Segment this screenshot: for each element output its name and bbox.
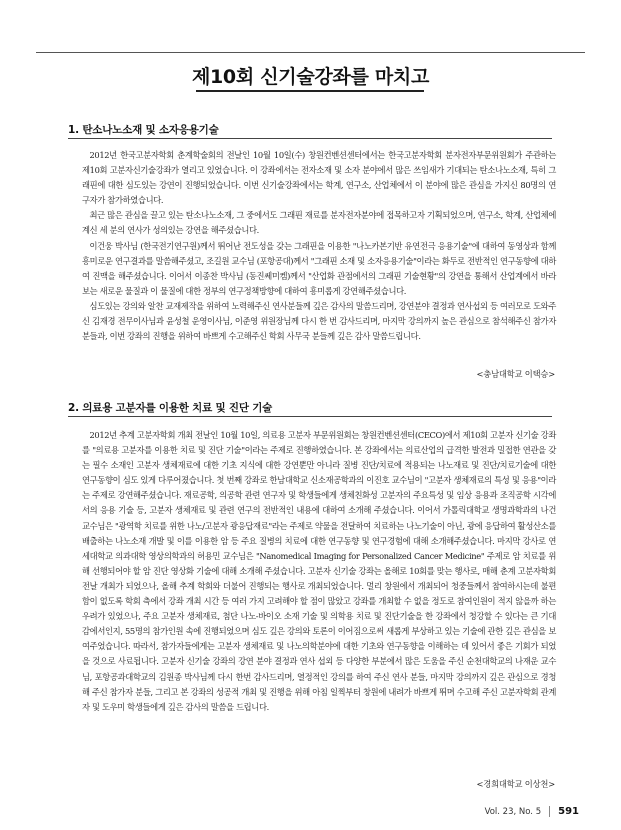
section-1-paragraph: 이건웅 박사님 (한국전기연구원)께서 뛰어난 전도성을 갖는 그래핀을 이용한 "나노카본기반 유연전극 응용기술"에 대하여 동영상과 함께 흥미로운 연구결과를 말씀해주셨고, 조길원 교수님 (포항공대)께서 "그래핀 소재 및 소자응용기술"이라는 화두로 전반적인 연구동향에 대하여 진맥을 해주셨습니다. 이어서 이종찬 박사님 (동진쎄미켐)께서 "산업화 관점에서의 그래핀 기술현황"의 강연을 통해서 산업계에서 바라보는 새로운 물질과 이 물질에 대한 정부의 연구정책방향에 대하여 흥미롭게 강연해주셨습니다. [82,240,556,296]
page-footer [485,806,579,817]
section-2-signature: <경희대학교 이상천> [476,779,555,789]
section-2-paragraph: 2012년 추계 고분자학회 개최 전날인 10월 10일, 의료용 고분자 부문위원회는 창원컨벤션센터(CECO)에서 제10회 고분자 신기술 강좌를 "의료용 고분자를 이용한 치료 및 진단 기술"이라는 주제로 진행하였습니다. 본 강좌에서는 의료산업의 급격한 발전과 밀접한 연관을 갖는 필수 소재인 고분자 생체재료에 대한 기초 지식에 대한 강연뿐만 아니라 질병 진단/치료에 적용되는 나노재료 및 진단/치료기술에 대한 연구동향이 심도 있게 다루어졌습니다. 첫 번째 강좌로 한남대학교 신소재공학과의 이진호 교수님이 "고분자 생체재료의 특성 및 응용"이라는 주제로 강연해주셨습니다. 재료공학, 의공학 관련 연구자 및 학생들에게 생체친화성 고분자의 주요특성 및 임상 응용과 조직공학 시각에서의 응용 기술 등, 고분자 생체재료 및 관련 연구의 전반적인 내용에 대하여 소개해 주셨습니다. 이어서 가톨릭대학교 생명과학과의 나건 교수님은 "광역학 치료를 위한 나노/고분자 광응답재료"라는 주제로 약물을 전달하여 치료하는 나노기술이 아닌, 광에 응답하여 활성산소를 배출하는 나노소재 개발 및 이를 이용한 암 등 주요 질병의 치료에 대한 연구동향 및 연구경험에 대해 소개해주셨습니다. 마지막 강사로 연세대학교 의과대학 영상의학과의 허용민 교수님은 "Nanomedical Imaging for Personalized Cancer Medicine" 주제로 암 치료를 위해 선행되어야 할 암 진단 영상화 기술에 대해 소개해 주셨습니다. 고분자 신기술 강좌는 올해로 10회를 맞는 행사로, 매해 춘계 고분자학회 전날 개최가 되었으나, 올해 추계 학회와 더불어 진행되는 행사로 개최되었습니다. 멀리 창원에서 개최되어 청중들께서 참여하시는데 불편함이 없도록 학회 측에서 강좌 개최 시간 등 여러 가지 고려해야 할 점이 많았고 강좌를 개최할 수 없을 정도로 참여인원이 적지 않을까 하는 우려가 있었으나, 주요 고분자 생체재료, 첨단 나노-바이오 소재 기술 및 의학용 치료 및 진단기술을 한 강좌에서 청강할 수 있다는 큰 기대감에서인지, 55명의 참가인원 속에 진행되었으며 심도 깊은 강의와 토론이 이어짐으로써 새롭게 부상하고 있는 기술에 관한 깊은 관심을 보여주었습니다. 따라서, 참가자들에게는 고분자 생체재료 및 나노의학분야에 대한 기초와 연구동향을 이해하는 데 있어서 좋은 기회가 되었을 것으로 사료됩니다. 고분자 신기술 강좌의 강연 분야 결정과 연사 섭외 등 다양한 부분에서 많은 도움을 주신 순천대학교의 나재운 교수님, 포항공과대학교의 김원종 박사님께 다시 한번 감사드리며, 열정적인 강의를 하여 주신 연사 분들, 마지막 강의까지 깊은 관심으로 경청해 주신 참가자 분들, 그리고 본 강좌의 성공적 개최 및 진행을 위해 아침 일찍부터 창원에 내려가 바쁘게 뛰며 수고해 주신 고분자학회 관계자 및 도우미 학생들에게 깊은 감사의 말씀을 드립니다. [82,430,556,712]
section-1-heading: 1. 탄소나노소재 및 소자응용기술 [68,124,219,136]
journal-volume: Vol. 23, No. 5 [484,806,542,817]
top-rule [36,52,585,53]
page-number: 591 [558,806,579,817]
section-1-paragraph: 최근 많은 관심을 끌고 있는 탄소나노소재, 그 중에서도 그래핀 재료를 분자전자분야에 접목하고자 기획되었으며, 연구소, 학계, 산업체에 계신 세 분의 연사가 성의있는 강연을 해주셨습니다. [82,210,556,236]
section-2-rule [68,416,552,417]
section-2-body [82,428,556,715]
section-1-paragraph: 심도있는 강의와 알찬 교재제작을 위하여 노력해주신 연사분들께 깊은 감사의 말씀드리며, 강연분야 결정과 연사섭외 등 여러모로 도와주신 김재경 전무이사님과 윤성철 운영이사님, 이준영 위원장님께 다시 한 번 감사드리며, 마지막 강의까지 높은 관심으로 참석해주신 참가자 분들과, 이번 강좌의 진행을 위하여 바쁘게 수고해주신 학회 사무국 분들께 깊은 감사 말씀드립니다. [82,300,556,342]
section-1-rule [68,138,552,139]
section-1-body [82,148,556,344]
section-2-heading: 2. 의료용 고분자를 이용한 치료 및 진단 기술 [68,402,273,414]
footer-divider [549,806,550,817]
page-title: 제10회 신기술강좌를 마치고 [191,66,430,88]
section-1-paragraph: 2012년 한국고분자학회 춘계학술회의 전날인 10월 10일(수) 창원컨벤션센터에서는 한국고분자학회 분자전자부문위원회가 주관하는 제10회 고분자신기술강좌가 열리고 있었습니다. 이 강좌에서는 전자소재 및 소자 분야에서 많은 쓰임새가 기대되는 탄소나노소재, 특히 그래핀에 대한 심도있는 강연이 진행되었습니다. 이번 신기술강좌에서는 학계, 연구소, 산업체에서 이 분야에 많은 관심을 가지신 80명의 연구자가 참가하였습니다. [82,150,556,206]
title-underline [196,90,424,92]
section-1-signature: <충남대학교 이택승> [476,369,555,379]
